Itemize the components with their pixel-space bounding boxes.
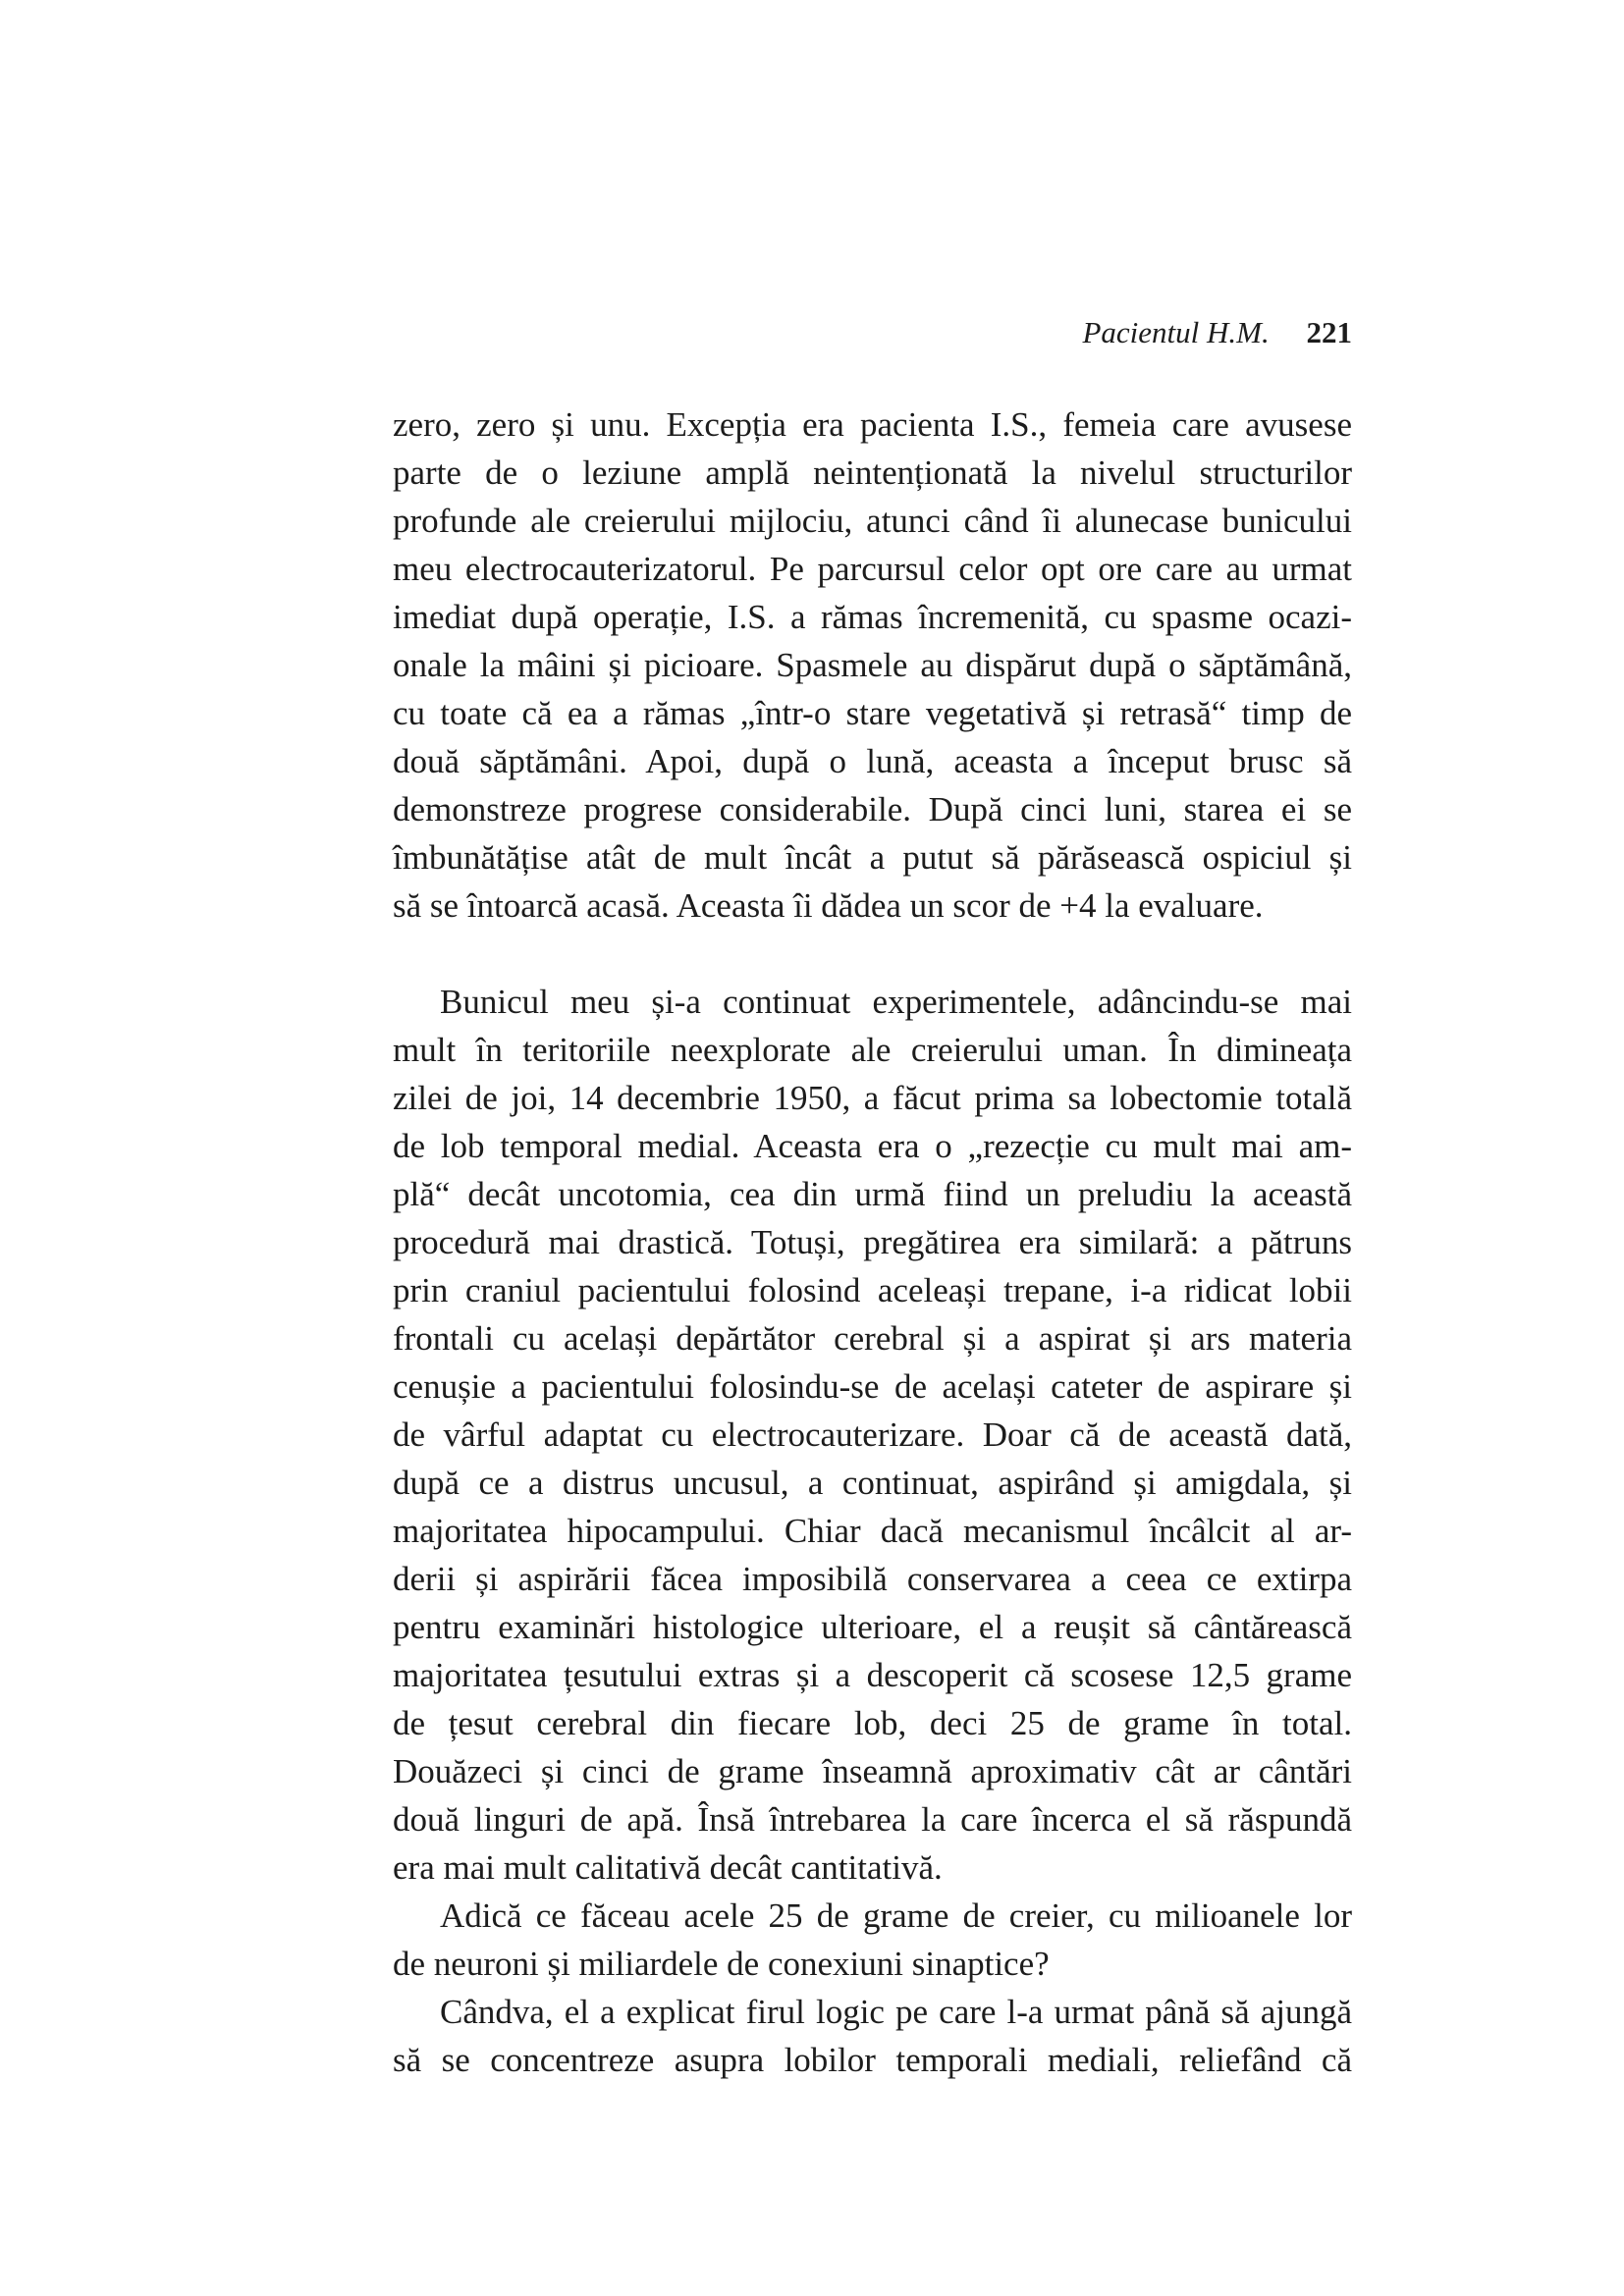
text-line: de neuroni și miliardele de conexiuni sinaptice? bbox=[393, 1945, 1050, 1983]
text-line: cu toate că ea a rămas „într-o stare vegetativă și retrasă“ timp de bbox=[393, 694, 1352, 732]
text-line: meu electrocauterizatorul. Pe parcursul celor opt ore care au urmat bbox=[393, 550, 1352, 588]
text-line: derii și aspirării făcea imposibilă conservarea a ceea ce extirpa bbox=[393, 1560, 1352, 1598]
text-line: profunde ale creierului mijlociu, atunci când îi alunecase bunicului bbox=[393, 502, 1352, 540]
text-line: pentru examinări histologice ulterioare, el a reușit să cântărească bbox=[393, 1608, 1352, 1646]
text-line: Bunicul meu și-a continuat experimentele, adâncindu-se mai bbox=[440, 983, 1352, 1021]
text-line: majoritatea țesutului extras și a descoperit că scosese 12,5 grame bbox=[393, 1656, 1352, 1694]
text-line: Douăzeci și cinci de grame înseamnă aproximativ cât ar cântări bbox=[393, 1752, 1352, 1790]
text-line: imediat după operație, I.S. a rămas încremenită, cu spasme ocazi- bbox=[393, 598, 1352, 636]
body-text bbox=[393, 400, 1352, 2084]
running-title: Pacientul H.M. bbox=[1082, 315, 1270, 349]
paragraph-1 bbox=[393, 400, 1352, 930]
text-line: să se concentreze asupra lobilor temporali mediali, reliefând că bbox=[393, 2041, 1352, 2079]
text-line: două săptămâni. Apoi, după o lună, aceasta a început brusc să bbox=[393, 742, 1352, 780]
text-line: de țesut cerebral din fiecare lob, deci 25 de grame în total. bbox=[393, 1704, 1352, 1742]
text-line: cenușie a pacientului folosindu-se de același cateter de aspirare și bbox=[393, 1367, 1352, 1406]
text-line: prin craniul pacientului folosind aceleași trepane, i-a ridicat lobii bbox=[393, 1271, 1352, 1309]
text-line: îmbunătățise atât de mult încât a putut să părăsească ospiciul și bbox=[393, 838, 1352, 877]
text-line: frontali cu același depărtător cerebral și a aspirat și ars materia bbox=[393, 1319, 1352, 1358]
paragraph-spacer bbox=[393, 930, 1352, 978]
text-line: majoritatea hipocampului. Chiar dacă mecanismul încâlcit al ar- bbox=[393, 1512, 1352, 1550]
text-line: onale la mâini și picioare. Spasmele au dispărut după o săptămână, bbox=[393, 646, 1352, 684]
text-line: parte de o leziune amplă neintenționată la nivelul structurilor bbox=[393, 454, 1352, 492]
running-head bbox=[393, 308, 1352, 357]
text-line: de lob temporal medial. Aceasta era o „rezecție cu mult mai am- bbox=[393, 1127, 1352, 1165]
paragraph-3 bbox=[393, 1892, 1352, 1988]
text-line: după ce a distrus uncusul, a continuat, aspirând și amigdala, și bbox=[393, 1464, 1352, 1502]
text-line: să se întoarcă acasă. Aceasta îi dădea un scor de +4 la evaluare. bbox=[393, 886, 1264, 925]
text-line: procedură mai drastică. Totuși, pregătirea era similară: a pătruns bbox=[393, 1223, 1352, 1261]
text-line: Cândva, el a explicat firul logic pe care l-a urmat până să ajungă bbox=[440, 1993, 1352, 2031]
text-line: era mai mult calitativă decât cantitativă. bbox=[393, 1848, 943, 1887]
text-line: zilei de joi, 14 decembrie 1950, a făcut prima sa lobectomie totală bbox=[393, 1079, 1352, 1117]
text-line: de vârful adaptat cu electrocauterizare. Doar că de această dată, bbox=[393, 1415, 1352, 1454]
text-line: mult în teritoriile neexplorate ale creierului uman. În dimineața bbox=[393, 1031, 1352, 1069]
paragraph-2 bbox=[393, 978, 1352, 1892]
page-number: 221 bbox=[1306, 315, 1352, 349]
paragraph-4 bbox=[393, 1988, 1352, 2084]
text-line: plă“ decât uncotomia, cea din urmă fiind un preludiu la această bbox=[393, 1175, 1352, 1213]
text-line: două linguri de apă. Însă întrebarea la care încerca el să răspundă bbox=[393, 1800, 1352, 1839]
text-line: Adică ce făceau acele 25 de grame de creier, cu milioanele lor bbox=[440, 1896, 1352, 1935]
text-line: zero, zero și unu. Excepția era pacienta I.S., femeia care avusese bbox=[393, 405, 1352, 444]
text-line: demonstreze progrese considerabile. După cinci luni, starea ei se bbox=[393, 790, 1352, 828]
